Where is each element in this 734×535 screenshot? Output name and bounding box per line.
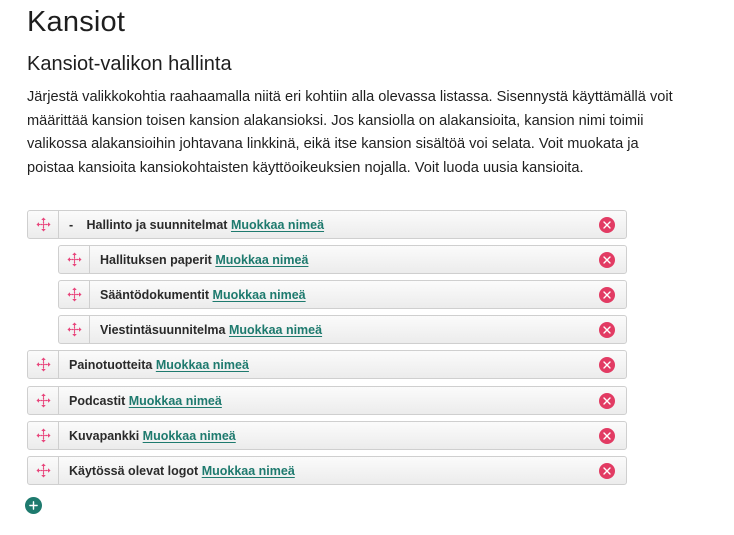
- folder-name: Painotuotteita: [69, 357, 153, 372]
- delete-button[interactable]: [599, 287, 615, 303]
- page-title: Kansiot: [27, 6, 126, 38]
- rename-link[interactable]: Muokkaa nimeä: [201, 463, 295, 478]
- folder-name: Hallinto ja suunnitelmat: [86, 217, 228, 232]
- folder-name: Käytössä olevat logot: [69, 463, 199, 478]
- rename-link[interactable]: Muokkaa nimeä: [228, 322, 323, 337]
- add-folder-button[interactable]: [25, 497, 42, 514]
- move-arrows-icon: [67, 322, 82, 337]
- folder-row[interactable]: [27, 210, 627, 239]
- folder-row[interactable]: [58, 315, 627, 344]
- move-arrows-icon: [36, 463, 51, 478]
- move-arrows-icon: [36, 357, 51, 372]
- drag-handle[interactable]: [28, 351, 59, 378]
- folder-name: Hallituksen paperit: [100, 252, 212, 267]
- drag-handle[interactable]: [28, 211, 59, 238]
- rename-link[interactable]: Muokkaa nimeä: [215, 252, 309, 267]
- move-arrows-icon: [36, 428, 51, 443]
- rename-link[interactable]: Muokkaa nimeä: [155, 357, 249, 372]
- delete-button[interactable]: [599, 322, 615, 338]
- rename-link[interactable]: Muokkaa nimeä: [230, 217, 325, 232]
- drag-handle[interactable]: [28, 387, 59, 414]
- folder-row[interactable]: [58, 280, 627, 309]
- delete-button[interactable]: [599, 428, 615, 444]
- delete-button[interactable]: [599, 393, 615, 409]
- delete-button[interactable]: [599, 252, 615, 268]
- close-icon: [603, 397, 611, 405]
- rename-link[interactable]: Muokkaa nimeä: [142, 428, 236, 443]
- delete-button[interactable]: [599, 357, 615, 373]
- folder-name: Podcastit: [69, 393, 126, 408]
- drag-handle[interactable]: [28, 457, 59, 484]
- drag-handle[interactable]: [59, 316, 90, 343]
- folder-row[interactable]: [27, 350, 627, 379]
- rename-link[interactable]: Muokkaa nimeä: [128, 393, 222, 408]
- move-arrows-icon: [67, 252, 82, 267]
- drag-handle[interactable]: [59, 246, 90, 273]
- rename-link[interactable]: Muokkaa nimeä: [212, 287, 306, 302]
- close-icon: [603, 361, 611, 369]
- close-icon: [603, 432, 611, 440]
- close-icon: [603, 256, 611, 264]
- close-icon: [603, 326, 611, 334]
- folder-row[interactable]: [27, 456, 627, 485]
- page-subtitle: Kansiot-valikon hallinta: [27, 53, 232, 75]
- drag-handle[interactable]: [59, 281, 90, 308]
- folder-row[interactable]: [27, 421, 627, 450]
- move-arrows-icon: [36, 393, 51, 408]
- folder-name: Sääntödokumentit: [100, 287, 210, 302]
- move-arrows-icon: [36, 217, 51, 232]
- delete-button[interactable]: [599, 217, 615, 233]
- drag-handle[interactable]: [28, 422, 59, 449]
- close-icon: [603, 221, 611, 229]
- folder-row[interactable]: [58, 245, 627, 274]
- intro-text: Järjestä valikkokohtia raahaamalla niitä eri kohtiin alla olevassa listassa. Sisennystä käyttämällä voit määrittää kansion toisen kansion alakansioksi. Jos kansiolla on alakansioita, kansion nimi toimii valikossa alakansioihin johtavana linkkinä, eikä itse kansion sisältöä voi selata. Voit muokata ja poistaa kansioita kansiokohtaisten käyttöoikeuksien nojalla. Voit luoda uusia kansioita.: [27, 89, 673, 176]
- close-icon: [603, 467, 611, 475]
- folder-name: Kuvapankki: [69, 428, 140, 443]
- delete-button[interactable]: [599, 463, 615, 479]
- add-icon: [29, 501, 38, 510]
- folder-name: Viestintäsuunnitelma: [100, 322, 226, 337]
- collapse-toggle[interactable]: -: [69, 217, 74, 232]
- folder-row[interactable]: [27, 386, 627, 415]
- close-icon: [603, 291, 611, 299]
- move-arrows-icon: [67, 287, 82, 302]
